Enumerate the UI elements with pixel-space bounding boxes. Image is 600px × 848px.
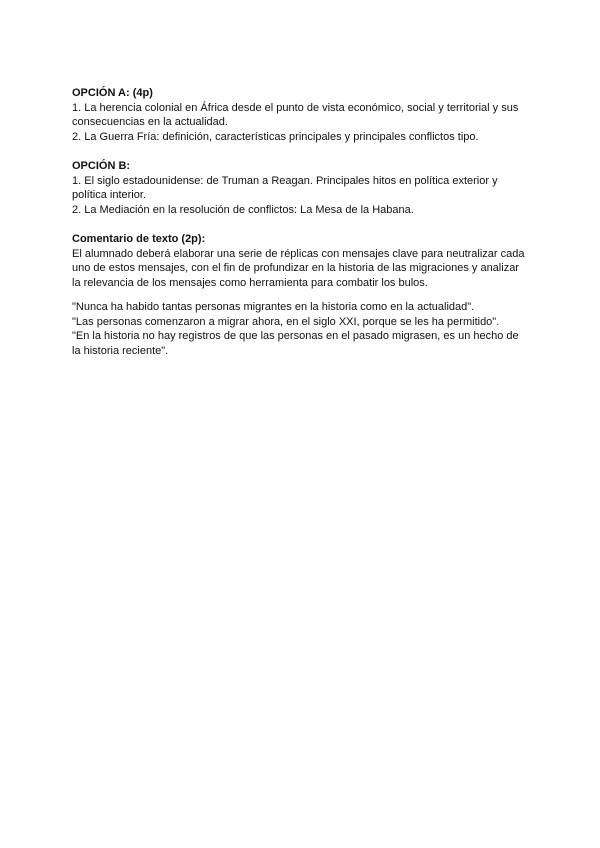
quote-1: "Nunca ha habido tantas personas migrantes en la historia como en la actualidad". (72, 301, 475, 313)
comentario-heading: Comentario de texto (2p): (72, 233, 206, 245)
option-a-item-2: 2. La Guerra Fría: definición, características principales y principales conflictos tipo. (72, 130, 479, 143)
spacer (72, 290, 530, 300)
option-a-item-1: 1. La herencia colonial en África desde el punto de vista económico, social y territorial y sus consecuencias en la actualidad. (72, 101, 519, 128)
option-b-item-1: 1. El siglo estadounidense: de Truman a Reagan. Principales hitos en política exterior y política interior. (72, 174, 498, 201)
quote-2: "Las personas comenzaron a migrar ahora, en el siglo XXI, porque se les ha permitido". (72, 315, 500, 328)
quote-3: "En la historia no hay registros de que las personas en el pasado migrasen, es un hecho de la historia reciente". (72, 330, 519, 357)
comentario-instructions: El alumnado deberá elaborar una serie de réplicas con mensajes clave para neutralizar cada uno de estos mensajes, con el fin de profundizar en la historia de las migraciones y analizar la relevancia de los mensajes como herramienta para combatir los bulos. (72, 247, 525, 289)
option-a-section (72, 86, 530, 144)
option-b-heading: OPCIÓN B: (72, 160, 131, 172)
option-b-item-2: 2. La Mediación en la resolución de conflictos: La Mesa de la Habana. (72, 203, 414, 216)
option-a-heading: OPCIÓN A: (4p) (72, 87, 153, 99)
exam-page (72, 86, 530, 373)
option-b-section (72, 159, 530, 217)
comentario-section (72, 232, 530, 358)
